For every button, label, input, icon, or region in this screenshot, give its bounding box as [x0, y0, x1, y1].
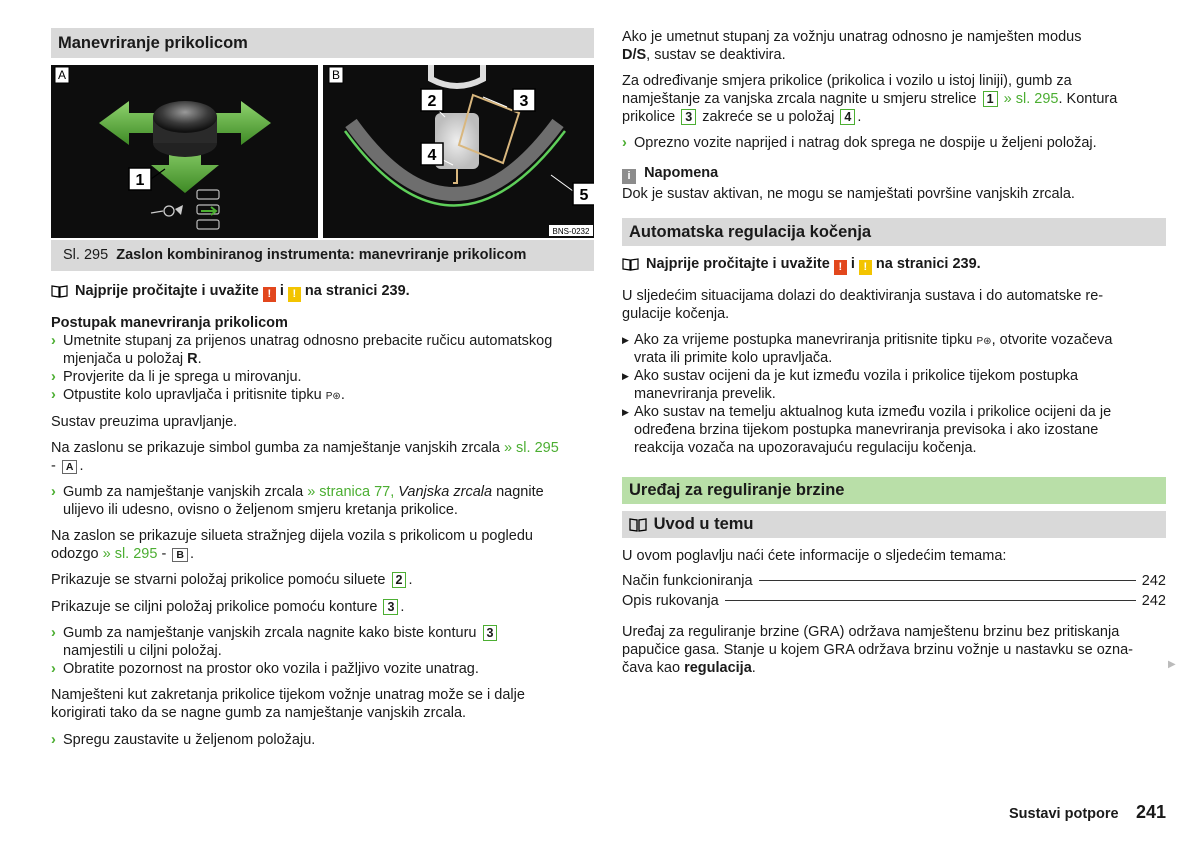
warning-red-icon: ! [263, 287, 276, 302]
panel-b-label: B [331, 68, 341, 82]
step-3: › Otpustite kolo upravljača i pritisnite tipku P⊛. [51, 387, 345, 403]
triangle-bullet-icon: ▶ [622, 371, 629, 381]
read-first-right: Najprije pročitajte i uvažite ! i ! na stranici 239. [622, 255, 981, 276]
figure-caption [51, 240, 594, 271]
step-4: › Gumb za namještanje vanjskih zrcala » stranica 77, Vanjska zrcala nagnite [51, 484, 544, 500]
note-text: Dok je sustav aktivan, ne mogu se namještati površine vanjskih zrcala. [622, 186, 1075, 202]
paragraph-6: Namješteni kut zakretanja prikolice tijekom vožnje unatrag može se i dalje [51, 687, 525, 703]
callout-1: 1 [135, 172, 145, 189]
label-a-box: A [62, 460, 78, 474]
chevron-icon: › [622, 135, 627, 151]
figure-link[interactable]: » sl. 295 [503, 440, 559, 456]
toc-list [622, 573, 1166, 613]
step-5: › Gumb za namještanje vanjskih zrcala nagnite kako biste konturu 3 [51, 624, 499, 642]
bullet-3: ▶ Ako sustav na temelju aktualnog kuta između vozila i prikolice ocijeni da je [622, 404, 1112, 420]
section-title-uvod: Uvod u temu [622, 511, 1166, 538]
caption-text: Zaslon kombiniranog instrumenta: manevriranje prikolicom [116, 247, 527, 263]
book-icon [51, 284, 71, 303]
warning-yellow-icon: ! [288, 287, 301, 302]
chevron-icon: › [51, 387, 56, 403]
book-icon [622, 257, 642, 276]
triangle-bullet-icon: ▶ [622, 335, 629, 345]
chevron-icon: › [51, 369, 56, 385]
paragraph-1: Sustav preuzima upravljanje. [51, 414, 238, 430]
chevron-icon: › [51, 661, 56, 677]
page-number: 241 [1136, 802, 1167, 822]
figure-295 [51, 65, 594, 238]
label-b-box: B [172, 548, 188, 562]
paragraph-2: Na zaslonu se prikazuje simbol gumba za namještanje vanjskih zrcala » sl. 295 [51, 440, 559, 456]
read-first-left: Najprije pročitajte i uvažite ! i ! na stranici 239. [51, 282, 410, 303]
callout-2: 2 [427, 93, 437, 110]
chevron-icon: › [51, 333, 56, 349]
step-forward: › Oprezno vozite naprijed i natrag dok sprega ne dospije u željeni položaj. [622, 135, 1097, 151]
callout-4: 4 [427, 147, 437, 164]
step-6: › Obratite pozornost na prostor oko vozila i pažljivo vozite unatrag. [51, 661, 479, 677]
figure-panel-a [51, 65, 318, 238]
figure-link[interactable]: » sl. 295 [1003, 91, 1059, 107]
park-assist-button-icon: P⊛ [325, 391, 341, 402]
figure-link[interactable]: » sl. 295 [102, 546, 158, 562]
chevron-icon: › [51, 484, 56, 500]
page-link-77[interactable]: » stranica 77, [307, 484, 395, 500]
step-1: › Umetnite stupanj za prijenos unatrag odnosno prebacite ručicu automatskog [51, 333, 553, 349]
procedure-title: Postupak manevriranja prikolicom [51, 315, 288, 331]
section-title-gra: Uređaj za reguliranje brzine [622, 477, 1166, 504]
step-2: › Provjerite da li je sprega u mirovanju. [51, 369, 302, 385]
bullet-1: ▶ Ako za vrijeme postupka manevriranja pritisnite tipku P⊛, otvorite vozačeva [622, 332, 1113, 348]
warning-red-icon: ! [834, 260, 847, 275]
image-code: BNS-0232 [552, 227, 590, 236]
chevron-icon: › [51, 732, 56, 748]
chevron-icon: › [51, 625, 56, 641]
section-title-kocenje: Automatska regulacija kočenja [622, 218, 1166, 246]
triangle-bullet-icon: ▶ [622, 407, 629, 417]
info-icon: i [622, 169, 636, 184]
toc-item[interactable]: Opis rukovanja 242 [622, 593, 1166, 609]
step-7: › Spregu zaustavite u željenom položaju. [51, 732, 316, 748]
warning-yellow-icon: ! [859, 260, 872, 275]
figure-panel-b [323, 65, 594, 238]
paragraph-4: Prikazuje se stvarni položaj prikolice pomoću siluete 2 . [51, 572, 413, 588]
callout-3: 3 [519, 93, 529, 110]
paragraph-3: Na zaslon se prikazuje silueta stražnjeg dijela vozila s prikolicom u pogledu [51, 528, 533, 544]
mirror-knob-icon [153, 101, 217, 133]
panel-a-label: A [57, 68, 67, 82]
caption-prefix: Sl. 295 [63, 247, 109, 263]
paragraph-5: Prikazuje se ciljni položaj prikolice pomoću konture 3 . [51, 599, 405, 615]
bullet-2: ▶ Ako sustav ocijeni da je kut između vozila i prikolice tijekom postupka [622, 368, 1079, 384]
callout-5: 5 [579, 187, 589, 204]
section-title-manevriranje: Manevriranje prikolicom [51, 28, 594, 58]
footer-chapter: Sustavi potpore [1009, 806, 1119, 822]
toc-item[interactable]: Način funkcioniranja 242 [622, 573, 1166, 589]
book-icon [629, 514, 649, 541]
park-assist-button-icon: P⊛ [976, 336, 992, 347]
continue-arrow-icon: ▶ [1168, 659, 1176, 670]
note-header: i Napomena [622, 164, 718, 184]
